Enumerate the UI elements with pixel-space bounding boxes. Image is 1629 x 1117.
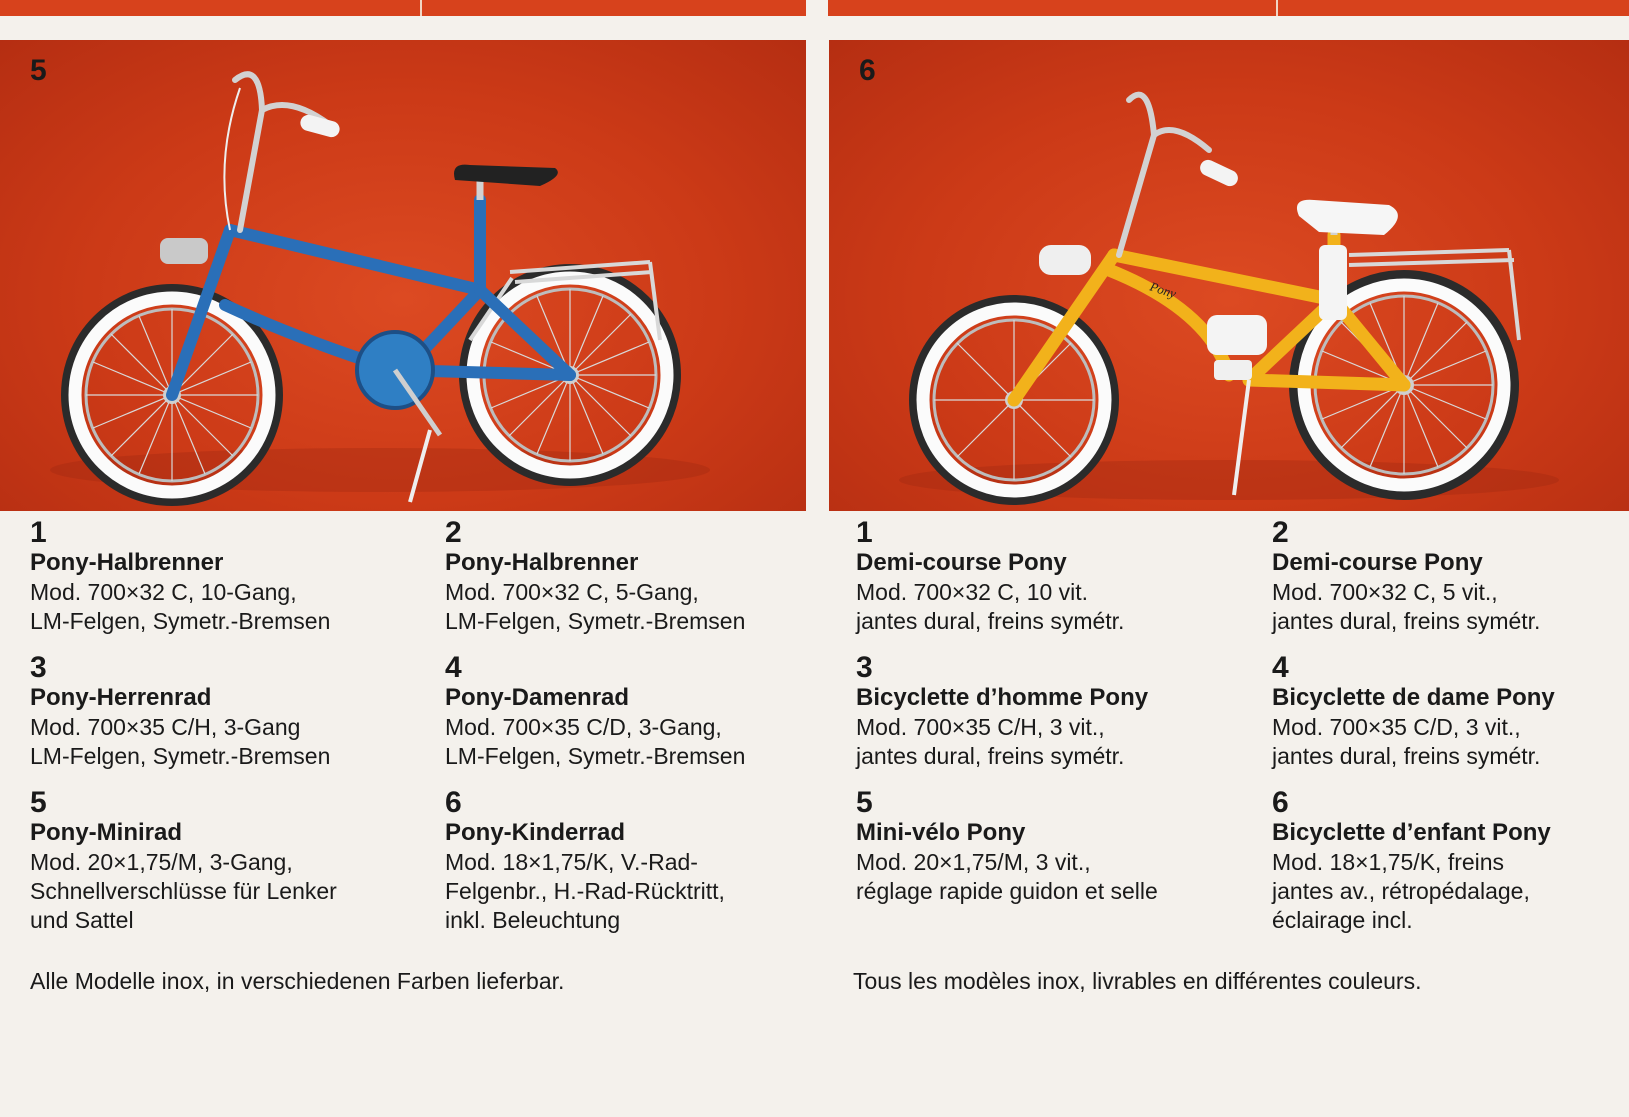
model-spec: Mod. 700×32 C, 10-Gang,: [30, 579, 297, 605]
footer-note-german: Alle Modelle inox, in verschiedenen Farben lieferbar.: [30, 968, 565, 994]
panel-number: 5: [30, 54, 47, 87]
model-spec: Mod. 18×1,75/K, freins: [1272, 849, 1505, 875]
model-entry: [856, 788, 1256, 923]
model-spec: réglage rapide guidon et selle: [856, 878, 1158, 904]
model-title: Bicyclette d’homme Pony: [856, 684, 1149, 711]
model-title: Pony-Kinderrad: [445, 819, 626, 846]
top-strip-left: [0, 0, 806, 16]
model-number: 4: [445, 651, 462, 684]
seat-tube-guard: [1319, 245, 1347, 320]
model-spec: jantes dural, freins symétr.: [856, 608, 1125, 634]
model-number: 3: [30, 651, 47, 684]
yellow-children-bike-illustration: [829, 40, 1629, 511]
model-title: Bicyclette de dame Pony: [1272, 684, 1555, 711]
model-spec: Mod. 700×32 C, 5-Gang,: [445, 579, 699, 605]
model-spec: Mod. 20×1,75/M, 3 vit.,: [856, 849, 1091, 875]
model-entry: [1272, 518, 1622, 653]
model-spec: jantes dural, freins symétr.: [1272, 743, 1541, 769]
model-entry: [30, 653, 430, 788]
model-number: 4: [1272, 651, 1289, 684]
model-number: 6: [445, 786, 462, 819]
model-spec: LM-Felgen, Symetr.-Bremsen: [445, 608, 746, 634]
model-entry: [1272, 786, 1622, 933]
model-number: 6: [1272, 786, 1289, 819]
model-entry: [30, 518, 430, 653]
model-spec: Mod. 20×1,75/M, 3-Gang,: [30, 849, 293, 875]
model-entry: [856, 518, 1256, 653]
right-column-even: [1272, 516, 1622, 933]
top-strip-divider: [1276, 0, 1278, 16]
model-title: Bicyclette d’enfant Pony: [1272, 819, 1551, 846]
model-spec: LM-Felgen, Symetr.-Bremsen: [445, 743, 746, 769]
model-spec: jantes dural, freins symétr.: [856, 743, 1125, 769]
model-title: Mini-vélo Pony: [856, 819, 1026, 846]
model-title: Pony-Damenrad: [445, 684, 630, 711]
model-spec: und Sattel: [30, 907, 134, 933]
model-entry: [445, 653, 845, 788]
model-number: 3: [856, 651, 873, 684]
model-title: Demi-course Pony: [856, 549, 1067, 576]
model-spec: éclairage incl.: [1272, 907, 1413, 933]
model-entry: [1272, 653, 1622, 788]
model-spec: Mod. 700×35 C/D, 3-Gang,: [445, 714, 722, 740]
model-spec: Mod. 18×1,75/K, V.-Rad-: [445, 849, 698, 875]
model-spec: jantes dural, freins symétr.: [1272, 608, 1541, 634]
left-column-odd: [30, 516, 430, 933]
right-column-odd: [856, 518, 1256, 923]
headlamp: [1039, 245, 1091, 275]
top-strip-divider: [420, 0, 422, 16]
model-number: 2: [445, 516, 462, 549]
model-title: Pony-Minirad: [30, 819, 183, 846]
model-spec: Mod. 700×35 C/D, 3 vit.,: [1272, 714, 1521, 740]
photo-minirad: [0, 40, 806, 511]
model-spec: inkl. Beleuchtung: [445, 907, 621, 933]
top-strip-right: [828, 0, 1629, 16]
model-spec: Felgenbr., H.-Rad-Rücktritt,: [445, 878, 725, 904]
model-number: 5: [856, 786, 873, 819]
model-spec: LM-Felgen, Symetr.-Bremsen: [30, 743, 331, 769]
left-column-even: [445, 516, 845, 933]
model-spec: Mod. 700×32 C, 5 vit.,: [1272, 579, 1498, 605]
model-title: Demi-course Pony: [1272, 549, 1483, 576]
svg-text:Pony: Pony: [1148, 278, 1179, 302]
saddle: [454, 165, 558, 186]
model-entry: [445, 518, 845, 653]
model-title: Pony-Halbrenner: [30, 549, 224, 576]
photo-kinderrad: [829, 40, 1629, 511]
model-spec: jantes av., rétropédalage,: [1272, 878, 1530, 904]
model-number: 2: [1272, 516, 1289, 549]
model-title: Pony-Halbrenner: [445, 549, 639, 576]
panel-number: 6: [859, 54, 876, 87]
saddle: [1297, 200, 1398, 235]
model-spec: Mod. 700×32 C, 10 vit.: [856, 579, 1089, 605]
model-spec: Mod. 700×35 C/H, 3-Gang: [30, 714, 301, 740]
model-entry: [856, 653, 1256, 788]
model-spec: Mod. 700×35 C/H, 3 vit.,: [856, 714, 1105, 740]
chain-guard: [1207, 315, 1267, 355]
model-entry: [445, 786, 845, 933]
blue-folding-bike-illustration: [0, 40, 806, 511]
model-spec: LM-Felgen, Symetr.-Bremsen: [30, 608, 331, 634]
model-entry: [30, 786, 430, 933]
model-spec: Schnellverschlüsse für Lenker: [30, 878, 337, 904]
model-number: 1: [30, 516, 47, 549]
headlamp: [160, 238, 208, 264]
model-number: 5: [30, 786, 47, 819]
footer-note-french: Tous les modèles inox, livrables en différentes couleurs.: [853, 968, 1422, 994]
model-title: Pony-Herrenrad: [30, 684, 212, 711]
model-number: 1: [856, 516, 873, 549]
